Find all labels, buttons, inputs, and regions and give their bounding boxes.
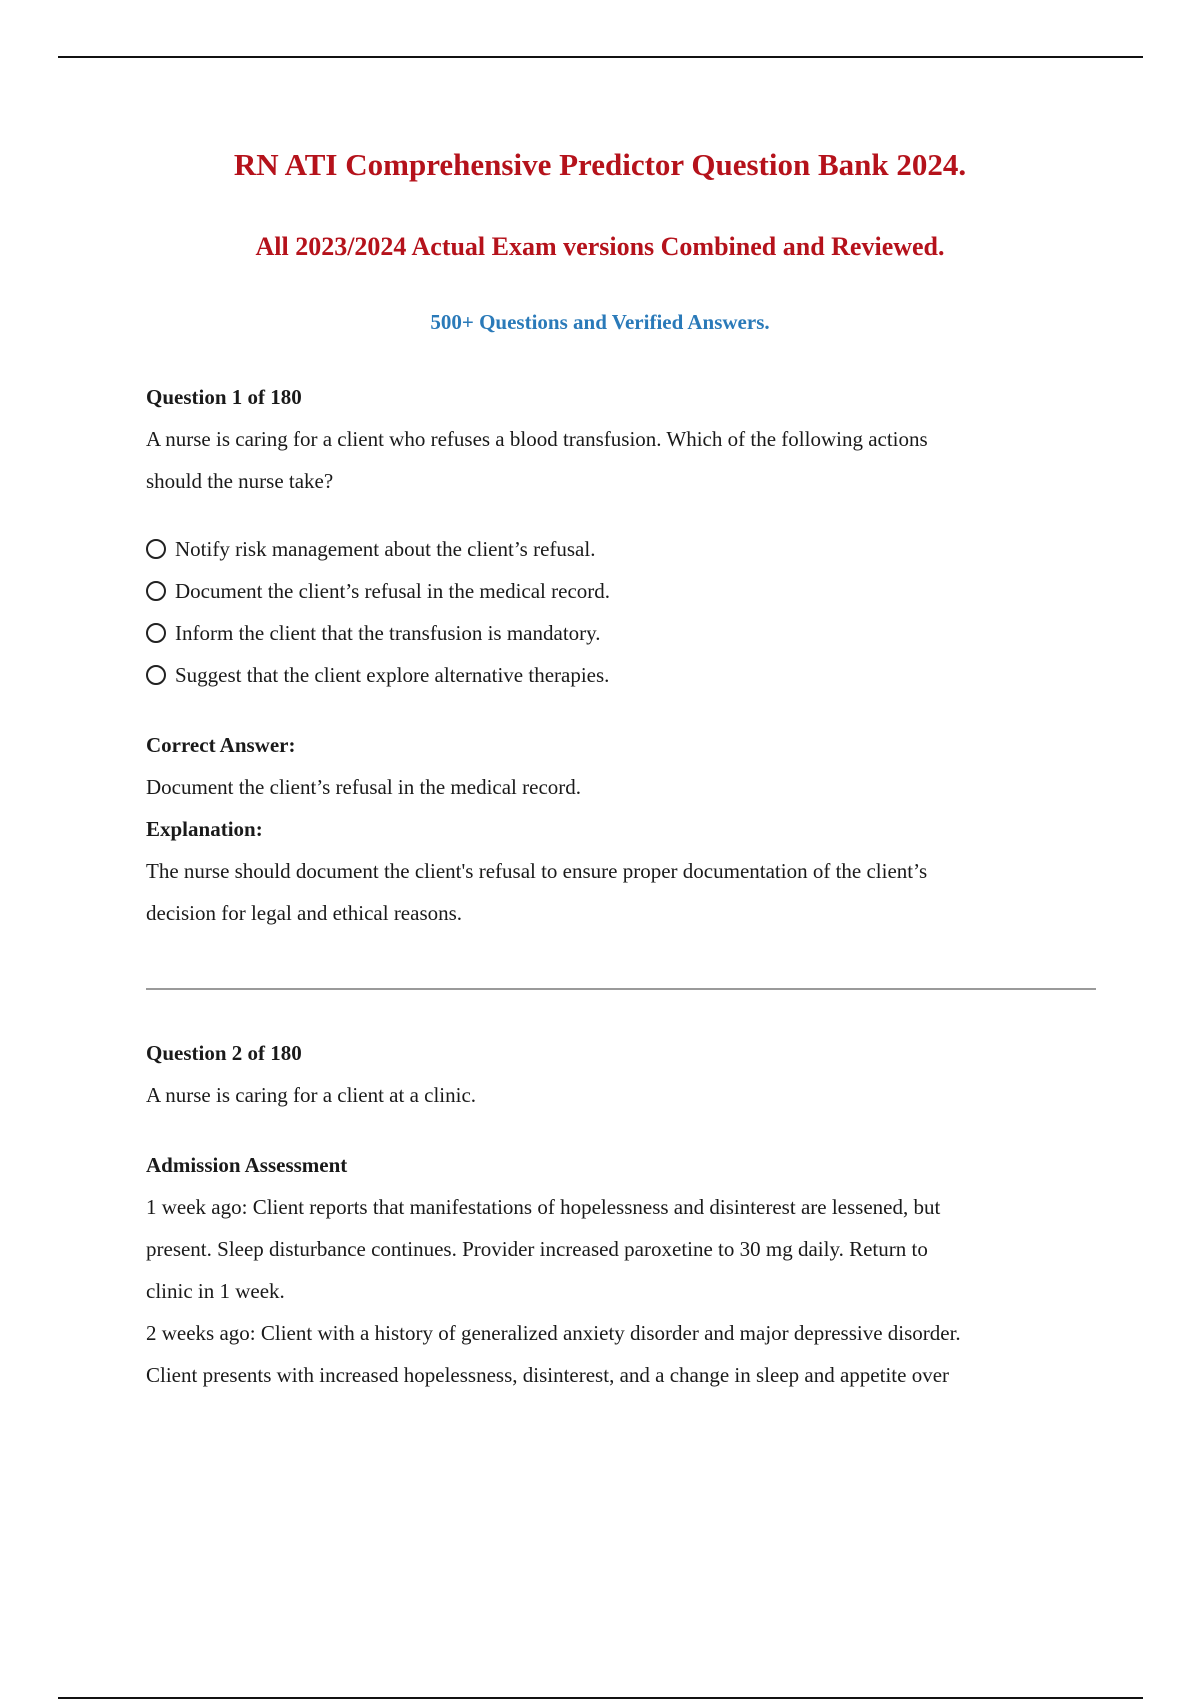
answer-option[interactable] bbox=[146, 654, 1096, 696]
spacer bbox=[146, 1116, 1096, 1144]
top-rule bbox=[58, 56, 1143, 58]
document-tagline: 500+ Questions and Verified Answers. bbox=[430, 310, 770, 334]
answer-option[interactable] bbox=[146, 570, 1096, 612]
answer-option-label: Notify risk management about the client’s refusal. bbox=[175, 537, 596, 561]
assessment-line: Client presents with increased hopelessness, disinterest, and a change in sleep and appetite over bbox=[146, 1363, 950, 1387]
answer-option[interactable] bbox=[146, 528, 1096, 570]
explanation-line-1: The nurse should document the client's refusal to ensure proper documentation of the client’s bbox=[146, 859, 928, 883]
explanation-label: Explanation: bbox=[146, 817, 263, 841]
question-1-stem-line-1: A nurse is caring for a client who refuses a blood transfusion. Which of the following actions bbox=[146, 427, 928, 451]
assessment-line: 1 week ago: Client reports that manifestations of hopelessness and disinterest are lessened, but bbox=[146, 1195, 941, 1219]
question-1 bbox=[146, 376, 1096, 934]
radio-button-icon[interactable] bbox=[146, 665, 166, 685]
answer-option[interactable] bbox=[146, 612, 1096, 654]
question-2 bbox=[146, 1032, 1096, 1396]
question-divider bbox=[146, 988, 1096, 990]
radio-button-icon[interactable] bbox=[146, 581, 166, 601]
answer-option-label: Document the client’s refusal in the medical record. bbox=[175, 579, 611, 603]
question-1-stem-line-2: should the nurse take? bbox=[146, 469, 334, 493]
radio-button-icon[interactable] bbox=[146, 539, 166, 559]
question-2-stem: A nurse is caring for a client at a clinic. bbox=[146, 1083, 477, 1107]
answer-option-label: Suggest that the client explore alternative therapies. bbox=[175, 663, 610, 687]
correct-answer-label: Correct Answer: bbox=[146, 733, 296, 757]
assessment-line: present. Sleep disturbance continues. Provider increased paroxetine to 30 mg daily. Return to bbox=[146, 1237, 928, 1261]
question-1-heading: Question 1 of 180 bbox=[146, 385, 302, 409]
explanation-line-2: decision for legal and ethical reasons. bbox=[146, 901, 463, 925]
question-1-options bbox=[146, 528, 1096, 696]
assessment-line: 2 weeks ago: Client with a history of generalized anxiety disorder and major depressive disorder. bbox=[146, 1321, 961, 1345]
question-2-heading: Question 2 of 180 bbox=[146, 1041, 302, 1065]
bottom-rule bbox=[58, 1697, 1143, 1699]
document-subtitle: All 2023/2024 Actual Exam versions Combined and Reviewed. bbox=[255, 232, 945, 261]
radio-button-icon[interactable] bbox=[146, 623, 166, 643]
document-body bbox=[146, 376, 1096, 1396]
document-title: RN ATI Comprehensive Predictor Question Bank 2024. bbox=[233, 147, 967, 182]
assessment-line: clinic in 1 week. bbox=[146, 1279, 285, 1303]
admission-assessment-label: Admission Assessment bbox=[146, 1153, 348, 1177]
correct-answer-text: Document the client’s refusal in the medical record. bbox=[146, 775, 582, 799]
answer-option-label: Inform the client that the transfusion is mandatory. bbox=[175, 621, 601, 645]
